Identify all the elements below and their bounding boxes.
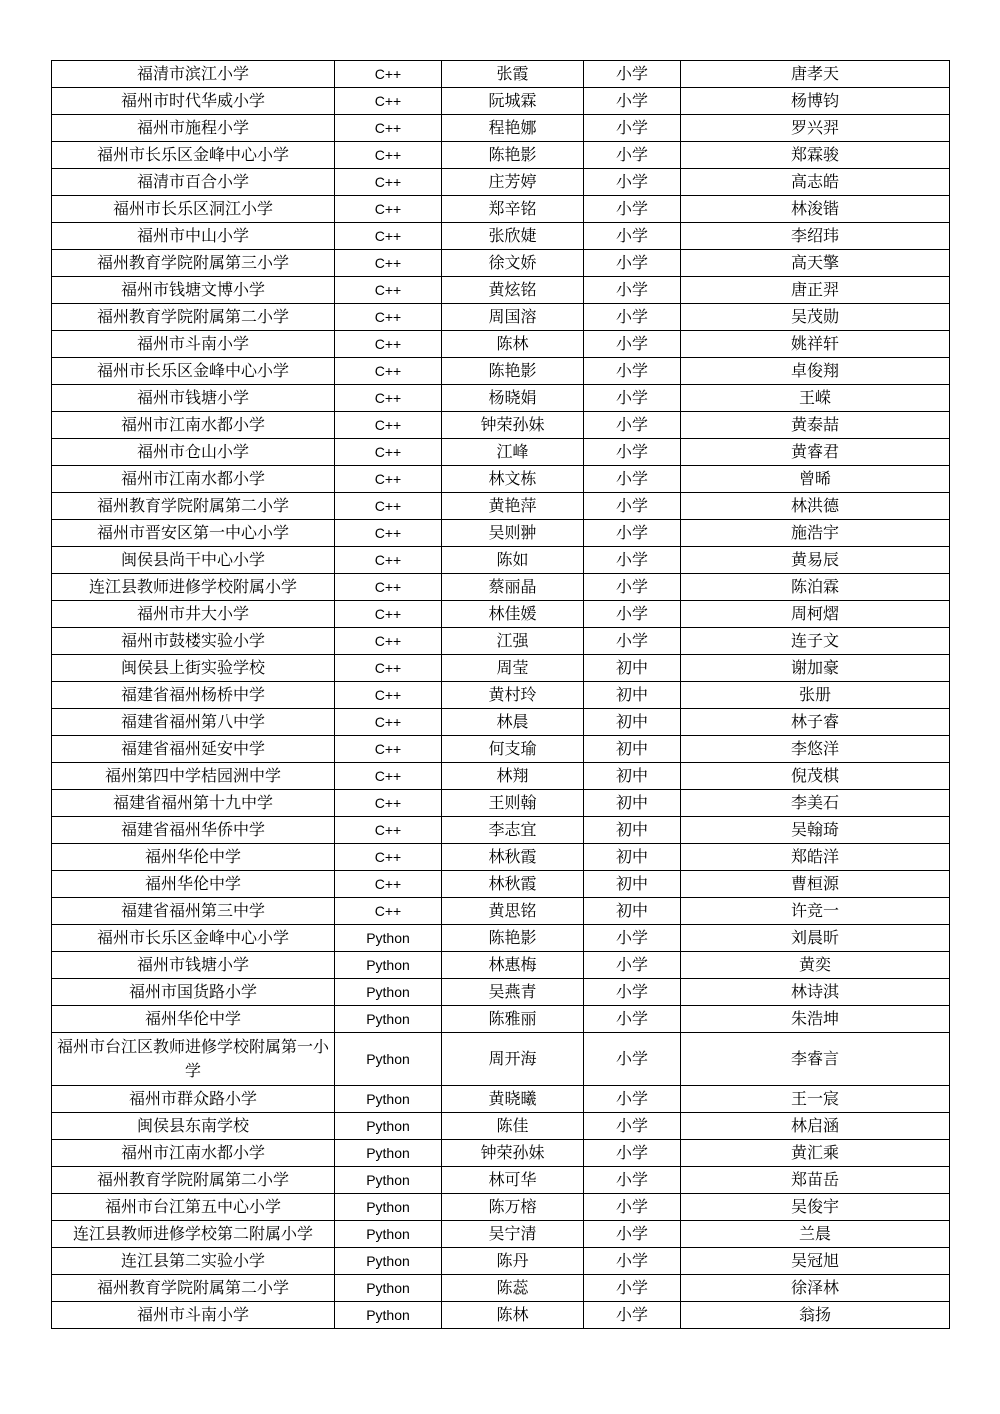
table-row xyxy=(52,547,950,574)
student-cell: 唐孝天 xyxy=(681,61,950,88)
language-cell: C++ xyxy=(335,574,442,601)
teacher-cell: 黄思铭 xyxy=(442,898,584,925)
language-cell: C++ xyxy=(335,412,442,439)
teacher-cell: 李志宜 xyxy=(442,817,584,844)
table-row xyxy=(52,1302,950,1329)
student-cell: 郑皓洋 xyxy=(681,844,950,871)
level-cell: 小学 xyxy=(584,1140,681,1167)
level-cell: 小学 xyxy=(584,628,681,655)
school-cell: 福建省福州第八中学 xyxy=(52,709,335,736)
language-cell: Python xyxy=(335,1033,442,1086)
level-cell: 小学 xyxy=(584,1275,681,1302)
student-cell: 吴冠旭 xyxy=(681,1248,950,1275)
table-row xyxy=(52,655,950,682)
teacher-cell: 阮城霖 xyxy=(442,88,584,115)
school-cell: 福州市江南水都小学 xyxy=(52,466,335,493)
level-cell: 小学 xyxy=(584,1033,681,1086)
table-row xyxy=(52,709,950,736)
school-cell: 闽侯县上街实验学校 xyxy=(52,655,335,682)
language-cell: C++ xyxy=(335,790,442,817)
school-cell: 福州市江南水都小学 xyxy=(52,412,335,439)
school-cell: 福州华伦中学 xyxy=(52,1006,335,1033)
school-cell: 福州市台江区教师进修学校附属第一小学 xyxy=(52,1033,335,1086)
table-row xyxy=(52,1248,950,1275)
school-cell: 福州市施程小学 xyxy=(52,115,335,142)
teacher-cell: 杨晓娟 xyxy=(442,385,584,412)
student-cell: 林洪德 xyxy=(681,493,950,520)
school-cell: 闽侯县东南学校 xyxy=(52,1113,335,1140)
teacher-cell: 黄晓曦 xyxy=(442,1086,584,1113)
language-cell: C++ xyxy=(335,763,442,790)
level-cell: 小学 xyxy=(584,1248,681,1275)
language-cell: C++ xyxy=(335,547,442,574)
school-cell: 福建省福州第十九中学 xyxy=(52,790,335,817)
teacher-cell: 徐文娇 xyxy=(442,250,584,277)
student-cell: 施浩宇 xyxy=(681,520,950,547)
student-cell: 兰晨 xyxy=(681,1221,950,1248)
level-cell: 小学 xyxy=(584,115,681,142)
language-cell: C++ xyxy=(335,628,442,655)
level-cell: 小学 xyxy=(584,1113,681,1140)
teacher-cell: 江强 xyxy=(442,628,584,655)
student-cell: 林子睿 xyxy=(681,709,950,736)
school-cell: 福州市斗南小学 xyxy=(52,331,335,358)
table-row xyxy=(52,115,950,142)
student-cell: 翁扬 xyxy=(681,1302,950,1329)
student-cell: 吴茂勋 xyxy=(681,304,950,331)
teacher-cell: 林晨 xyxy=(442,709,584,736)
table-row xyxy=(52,169,950,196)
student-cell: 黄易辰 xyxy=(681,547,950,574)
table-row xyxy=(52,88,950,115)
language-cell: C++ xyxy=(335,223,442,250)
table-row xyxy=(52,1086,950,1113)
school-cell: 福州市台江第五中心小学 xyxy=(52,1194,335,1221)
language-cell: C++ xyxy=(335,655,442,682)
language-cell: Python xyxy=(335,979,442,1006)
language-cell: C++ xyxy=(335,601,442,628)
level-cell: 小学 xyxy=(584,277,681,304)
table-row xyxy=(52,1275,950,1302)
school-cell: 福清市滨江小学 xyxy=(52,61,335,88)
teacher-cell: 陈林 xyxy=(442,331,584,358)
language-cell: C++ xyxy=(335,844,442,871)
language-cell: C++ xyxy=(335,169,442,196)
teacher-cell: 陈艳影 xyxy=(442,142,584,169)
student-cell: 李悠洋 xyxy=(681,736,950,763)
school-cell: 福州第四中学桔园洲中学 xyxy=(52,763,335,790)
level-cell: 小学 xyxy=(584,331,681,358)
table-row xyxy=(52,790,950,817)
level-cell: 初中 xyxy=(584,709,681,736)
teacher-cell: 吴宁清 xyxy=(442,1221,584,1248)
school-cell: 福州市晋安区第一中心小学 xyxy=(52,520,335,547)
level-cell: 小学 xyxy=(584,1167,681,1194)
table-row xyxy=(52,1006,950,1033)
level-cell: 小学 xyxy=(584,169,681,196)
student-cell: 黄泰喆 xyxy=(681,412,950,439)
table-row xyxy=(52,493,950,520)
student-cell: 郑苗岳 xyxy=(681,1167,950,1194)
table-row xyxy=(52,682,950,709)
school-cell: 福州市鼓楼实验小学 xyxy=(52,628,335,655)
student-cell: 卓俊翔 xyxy=(681,358,950,385)
school-cell: 福州市长乐区金峰中心小学 xyxy=(52,142,335,169)
student-cell: 朱浩坤 xyxy=(681,1006,950,1033)
table-row xyxy=(52,304,950,331)
level-cell: 小学 xyxy=(584,358,681,385)
teacher-cell: 陈蕊 xyxy=(442,1275,584,1302)
level-cell: 小学 xyxy=(584,385,681,412)
language-cell: Python xyxy=(335,1221,442,1248)
table-row xyxy=(52,1194,950,1221)
table-row xyxy=(52,331,950,358)
table-row xyxy=(52,1221,950,1248)
student-cell: 李睿言 xyxy=(681,1033,950,1086)
school-cell: 闽侯县尚干中心小学 xyxy=(52,547,335,574)
language-cell: C++ xyxy=(335,898,442,925)
teacher-cell: 庄芳婷 xyxy=(442,169,584,196)
table-row xyxy=(52,628,950,655)
teacher-cell: 林惠梅 xyxy=(442,952,584,979)
language-cell: C++ xyxy=(335,331,442,358)
student-cell: 李绍玮 xyxy=(681,223,950,250)
school-cell: 福州市长乐区金峰中心小学 xyxy=(52,358,335,385)
table-row xyxy=(52,250,950,277)
language-cell: C++ xyxy=(335,250,442,277)
level-cell: 小学 xyxy=(584,520,681,547)
level-cell: 小学 xyxy=(584,601,681,628)
teacher-cell: 陈万榕 xyxy=(442,1194,584,1221)
school-cell: 福州教育学院附属第二小学 xyxy=(52,493,335,520)
student-cell: 高天擎 xyxy=(681,250,950,277)
level-cell: 小学 xyxy=(584,1221,681,1248)
student-cell: 郑霖骏 xyxy=(681,142,950,169)
table-row xyxy=(52,439,950,466)
level-cell: 小学 xyxy=(584,142,681,169)
teacher-cell: 林翔 xyxy=(442,763,584,790)
teacher-cell: 陈艳影 xyxy=(442,925,584,952)
language-cell: C++ xyxy=(335,439,442,466)
teacher-cell: 蔡丽晶 xyxy=(442,574,584,601)
language-cell: C++ xyxy=(335,385,442,412)
language-cell: C++ xyxy=(335,196,442,223)
school-cell: 福建省福州第三中学 xyxy=(52,898,335,925)
language-cell: C++ xyxy=(335,520,442,547)
table-row xyxy=(52,385,950,412)
teacher-cell: 陈佳 xyxy=(442,1113,584,1140)
teacher-cell: 林佳媛 xyxy=(442,601,584,628)
student-cell: 林启涵 xyxy=(681,1113,950,1140)
level-cell: 小学 xyxy=(584,574,681,601)
table-row xyxy=(52,412,950,439)
school-cell: 福州市钱塘小学 xyxy=(52,952,335,979)
teacher-cell: 陈丹 xyxy=(442,1248,584,1275)
student-cell: 曾晞 xyxy=(681,466,950,493)
language-cell: Python xyxy=(335,1302,442,1329)
student-cell: 罗兴羿 xyxy=(681,115,950,142)
level-cell: 小学 xyxy=(584,196,681,223)
language-cell: Python xyxy=(335,925,442,952)
school-cell: 福建省福州杨桥中学 xyxy=(52,682,335,709)
language-cell: Python xyxy=(335,1248,442,1275)
level-cell: 小学 xyxy=(584,439,681,466)
teacher-cell: 吴则翀 xyxy=(442,520,584,547)
level-cell: 小学 xyxy=(584,1086,681,1113)
school-cell: 福州华伦中学 xyxy=(52,871,335,898)
document-page xyxy=(51,60,949,1329)
award-table xyxy=(51,60,950,1329)
language-cell: C++ xyxy=(335,61,442,88)
language-cell: C++ xyxy=(335,871,442,898)
table-row xyxy=(52,277,950,304)
language-cell: C++ xyxy=(335,142,442,169)
student-cell: 连子文 xyxy=(681,628,950,655)
school-cell: 福州教育学院附属第二小学 xyxy=(52,304,335,331)
language-cell: Python xyxy=(335,1006,442,1033)
language-cell: C++ xyxy=(335,358,442,385)
student-cell: 黄睿君 xyxy=(681,439,950,466)
school-cell: 福建省福州延安中学 xyxy=(52,736,335,763)
school-cell: 福州华伦中学 xyxy=(52,844,335,871)
level-cell: 小学 xyxy=(584,412,681,439)
school-cell: 福州市长乐区金峰中心小学 xyxy=(52,925,335,952)
teacher-cell: 周国溶 xyxy=(442,304,584,331)
table-row xyxy=(52,142,950,169)
student-cell: 黄奕 xyxy=(681,952,950,979)
school-cell: 福清市百合小学 xyxy=(52,169,335,196)
school-cell: 连江县教师进修学校附属小学 xyxy=(52,574,335,601)
language-cell: Python xyxy=(335,1275,442,1302)
school-cell: 福州市国货路小学 xyxy=(52,979,335,1006)
table-row xyxy=(52,736,950,763)
level-cell: 小学 xyxy=(584,223,681,250)
table-body xyxy=(52,61,950,1329)
student-cell: 林浚锴 xyxy=(681,196,950,223)
teacher-cell: 陈如 xyxy=(442,547,584,574)
school-cell: 福州教育学院附属第二小学 xyxy=(52,1275,335,1302)
teacher-cell: 陈林 xyxy=(442,1302,584,1329)
school-cell: 福州教育学院附属第二小学 xyxy=(52,1167,335,1194)
language-cell: C++ xyxy=(335,709,442,736)
teacher-cell: 黄炫铭 xyxy=(442,277,584,304)
level-cell: 小学 xyxy=(584,466,681,493)
level-cell: 初中 xyxy=(584,871,681,898)
level-cell: 初中 xyxy=(584,763,681,790)
teacher-cell: 林秋霞 xyxy=(442,871,584,898)
school-cell: 福州市仓山小学 xyxy=(52,439,335,466)
table-row xyxy=(52,1167,950,1194)
teacher-cell: 林可华 xyxy=(442,1167,584,1194)
level-cell: 小学 xyxy=(584,250,681,277)
school-cell: 福州市钱塘小学 xyxy=(52,385,335,412)
level-cell: 小学 xyxy=(584,1302,681,1329)
student-cell: 王一宸 xyxy=(681,1086,950,1113)
table-row xyxy=(52,952,950,979)
teacher-cell: 周开海 xyxy=(442,1033,584,1086)
language-cell: C++ xyxy=(335,682,442,709)
table-row xyxy=(52,520,950,547)
level-cell: 小学 xyxy=(584,979,681,1006)
school-cell: 连江县第二实验小学 xyxy=(52,1248,335,1275)
student-cell: 王嵘 xyxy=(681,385,950,412)
table-row xyxy=(52,601,950,628)
teacher-cell: 林秋霞 xyxy=(442,844,584,871)
school-cell: 福州市群众路小学 xyxy=(52,1086,335,1113)
teacher-cell: 陈艳影 xyxy=(442,358,584,385)
level-cell: 小学 xyxy=(584,88,681,115)
student-cell: 林诗淇 xyxy=(681,979,950,1006)
language-cell: Python xyxy=(335,1167,442,1194)
teacher-cell: 黄村玲 xyxy=(442,682,584,709)
level-cell: 小学 xyxy=(584,547,681,574)
student-cell: 谢加豪 xyxy=(681,655,950,682)
school-cell: 福州市长乐区洞江小学 xyxy=(52,196,335,223)
language-cell: C++ xyxy=(335,304,442,331)
table-row xyxy=(52,898,950,925)
teacher-cell: 陈雅丽 xyxy=(442,1006,584,1033)
teacher-cell: 程艳娜 xyxy=(442,115,584,142)
student-cell: 高志皓 xyxy=(681,169,950,196)
language-cell: Python xyxy=(335,952,442,979)
language-cell: Python xyxy=(335,1140,442,1167)
student-cell: 杨博钧 xyxy=(681,88,950,115)
table-row xyxy=(52,763,950,790)
language-cell: C++ xyxy=(335,466,442,493)
teacher-cell: 吴燕青 xyxy=(442,979,584,1006)
student-cell: 许竞一 xyxy=(681,898,950,925)
student-cell: 吴俊宇 xyxy=(681,1194,950,1221)
table-row xyxy=(52,1033,950,1086)
language-cell: C++ xyxy=(335,88,442,115)
language-cell: C++ xyxy=(335,493,442,520)
language-cell: Python xyxy=(335,1113,442,1140)
language-cell: C++ xyxy=(335,115,442,142)
table-row xyxy=(52,817,950,844)
school-cell: 福州教育学院附属第三小学 xyxy=(52,250,335,277)
table-row xyxy=(52,925,950,952)
table-row xyxy=(52,358,950,385)
student-cell: 周柯熠 xyxy=(681,601,950,628)
teacher-cell: 张霞 xyxy=(442,61,584,88)
level-cell: 小学 xyxy=(584,304,681,331)
teacher-cell: 王则翰 xyxy=(442,790,584,817)
school-cell: 福州市井大小学 xyxy=(52,601,335,628)
language-cell: C++ xyxy=(335,817,442,844)
language-cell: C++ xyxy=(335,277,442,304)
table-row xyxy=(52,844,950,871)
student-cell: 刘晨昕 xyxy=(681,925,950,952)
table-row xyxy=(52,871,950,898)
teacher-cell: 林文栋 xyxy=(442,466,584,493)
teacher-cell: 黄艳萍 xyxy=(442,493,584,520)
student-cell: 李美石 xyxy=(681,790,950,817)
school-cell: 连江县教师进修学校第二附属小学 xyxy=(52,1221,335,1248)
table-row xyxy=(52,1140,950,1167)
student-cell: 徐泽林 xyxy=(681,1275,950,1302)
teacher-cell: 周莹 xyxy=(442,655,584,682)
table-row xyxy=(52,574,950,601)
level-cell: 初中 xyxy=(584,790,681,817)
student-cell: 黄汇乘 xyxy=(681,1140,950,1167)
level-cell: 初中 xyxy=(584,682,681,709)
language-cell: Python xyxy=(335,1194,442,1221)
school-cell: 福州市江南水都小学 xyxy=(52,1140,335,1167)
language-cell: Python xyxy=(335,1086,442,1113)
student-cell: 吴翰琦 xyxy=(681,817,950,844)
table-row xyxy=(52,223,950,250)
school-cell: 福建省福州华侨中学 xyxy=(52,817,335,844)
student-cell: 倪茂棋 xyxy=(681,763,950,790)
level-cell: 初中 xyxy=(584,898,681,925)
teacher-cell: 江峰 xyxy=(442,439,584,466)
level-cell: 初中 xyxy=(584,655,681,682)
level-cell: 小学 xyxy=(584,1006,681,1033)
level-cell: 小学 xyxy=(584,952,681,979)
level-cell: 小学 xyxy=(584,493,681,520)
teacher-cell: 郑辛铭 xyxy=(442,196,584,223)
level-cell: 小学 xyxy=(584,925,681,952)
student-cell: 曹桓源 xyxy=(681,871,950,898)
teacher-cell: 张欣婕 xyxy=(442,223,584,250)
teacher-cell: 钟荣孙妹 xyxy=(442,1140,584,1167)
table-row xyxy=(52,979,950,1006)
student-cell: 张册 xyxy=(681,682,950,709)
level-cell: 初中 xyxy=(584,817,681,844)
school-cell: 福州市时代华威小学 xyxy=(52,88,335,115)
level-cell: 小学 xyxy=(584,1194,681,1221)
student-cell: 姚祥轩 xyxy=(681,331,950,358)
table-row xyxy=(52,61,950,88)
teacher-cell: 何支瑜 xyxy=(442,736,584,763)
student-cell: 陈泊霖 xyxy=(681,574,950,601)
level-cell: 初中 xyxy=(584,844,681,871)
school-cell: 福州市中山小学 xyxy=(52,223,335,250)
level-cell: 小学 xyxy=(584,61,681,88)
school-cell: 福州市钱塘文博小学 xyxy=(52,277,335,304)
teacher-cell: 钟荣孙妹 xyxy=(442,412,584,439)
language-cell: C++ xyxy=(335,736,442,763)
student-cell: 唐正羿 xyxy=(681,277,950,304)
table-row xyxy=(52,466,950,493)
table-row xyxy=(52,1113,950,1140)
table-row xyxy=(52,196,950,223)
school-cell: 福州市斗南小学 xyxy=(52,1302,335,1329)
level-cell: 初中 xyxy=(584,736,681,763)
